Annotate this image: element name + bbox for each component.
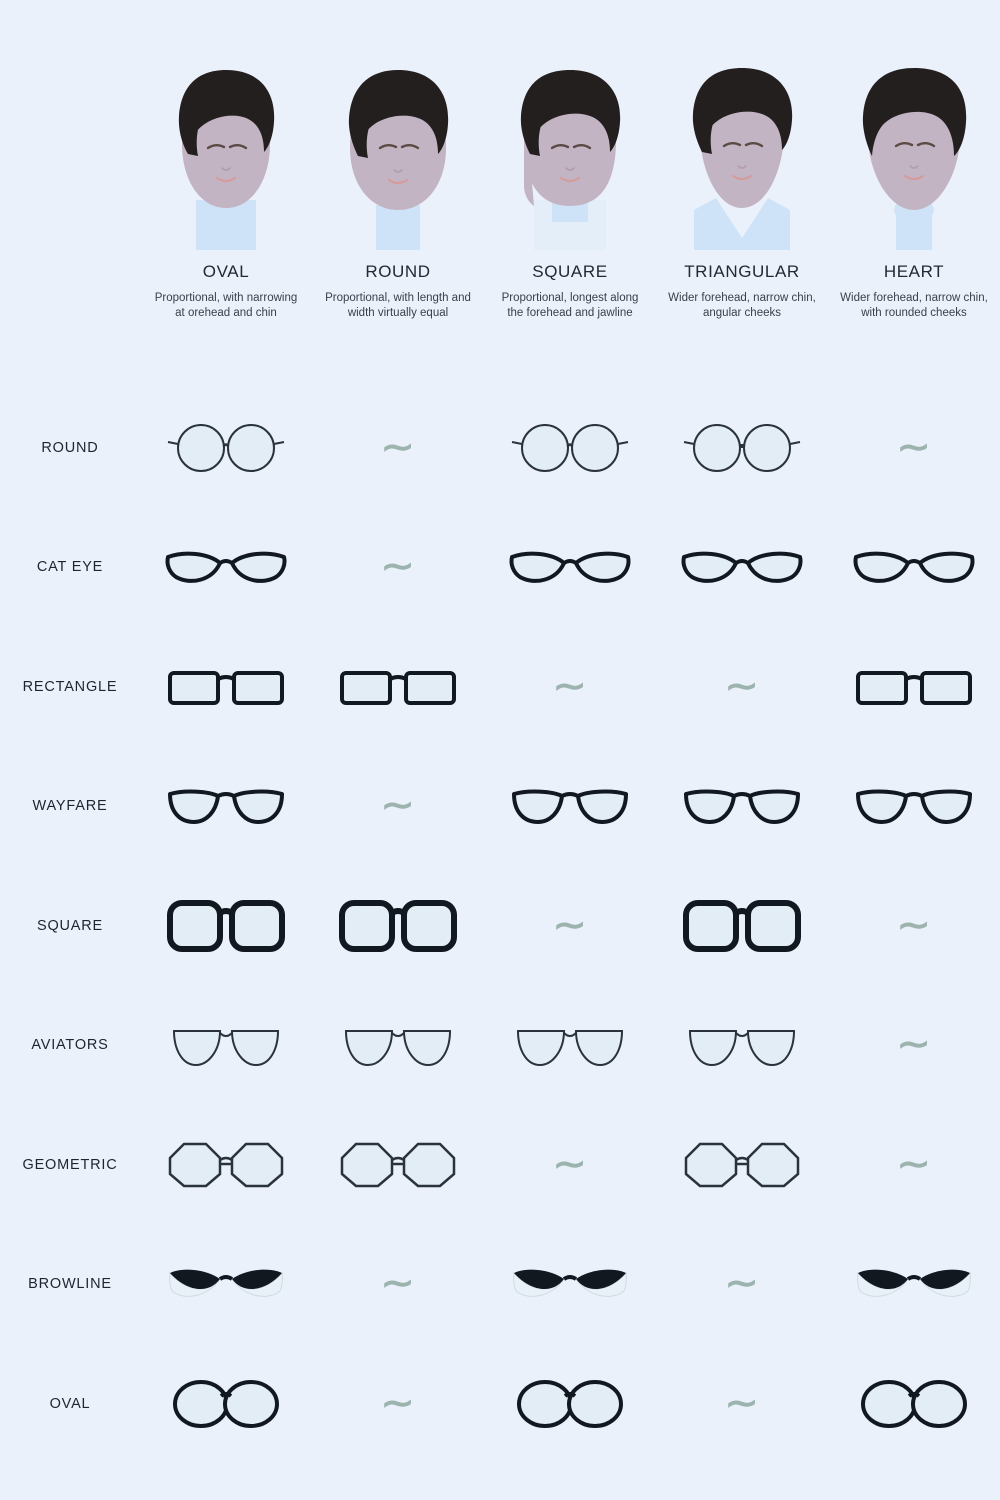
frame-rows (0, 388, 1000, 1464)
cell-round-square (484, 388, 656, 508)
frame-row-oval (0, 1344, 1000, 1464)
cell-wayfare-oval (140, 747, 312, 867)
cell-rectangle-triangular (656, 627, 828, 747)
frame-row-label-browline: BROWLINE (28, 1276, 112, 1293)
cell-oval-round (312, 1344, 484, 1464)
cell-aviators-round (312, 986, 484, 1106)
cell-cat-eye-heart (828, 508, 1000, 628)
face-label-round: ROUND (365, 262, 431, 281)
cell-square-triangular (656, 866, 828, 986)
cell-geometric-oval (140, 1105, 312, 1225)
no-match-icon: ∼ (897, 428, 931, 467)
frame-row-label-oval: OVAL (49, 1395, 91, 1412)
face-desc-round: Proportional, with length and width virtually equal (325, 292, 471, 319)
cell-browline-triangular (656, 1225, 828, 1345)
face-column-oval (140, 60, 312, 321)
no-match-icon: ∼ (553, 906, 587, 945)
face-desc-oval: Proportional, with narrowing at orehead and chin (154, 292, 298, 319)
cell-wayfare-round (312, 747, 484, 867)
cell-cat-eye-triangular (656, 508, 828, 628)
frame-row-label-square: SQUARE (36, 917, 104, 934)
face-column-heart (828, 60, 1000, 321)
cell-browline-square (484, 1225, 656, 1345)
no-match-icon: ∼ (725, 1264, 759, 1303)
cell-browline-heart (828, 1225, 1000, 1345)
cell-aviators-triangular (656, 986, 828, 1106)
cell-rectangle-oval (140, 627, 312, 747)
no-match-icon: ∼ (381, 786, 415, 825)
cell-geometric-heart (828, 1105, 1000, 1225)
no-match-icon: ∼ (897, 1145, 931, 1184)
face-illustration-triangular (672, 60, 812, 250)
cell-geometric-triangular (656, 1105, 828, 1225)
cell-round-heart (828, 388, 1000, 508)
no-match-icon: ∼ (725, 667, 759, 706)
frame-row-aviators (0, 986, 1000, 1106)
face-column-triangular (656, 60, 828, 321)
cell-cat-eye-square (484, 508, 656, 628)
face-shape-header (140, 60, 1000, 321)
no-match-icon: ∼ (381, 1384, 415, 1423)
no-match-icon: ∼ (897, 1025, 931, 1064)
face-illustration-oval (156, 60, 296, 250)
face-desc-heart: Wider forehead, narrow chin, with rounded cheeks (840, 292, 988, 319)
cell-square-heart (828, 866, 1000, 986)
cell-square-square (484, 866, 656, 986)
cell-oval-oval (140, 1344, 312, 1464)
cell-round-oval (140, 388, 312, 508)
frame-row-label-round: ROUND (41, 439, 99, 456)
cell-wayfare-triangular (656, 747, 828, 867)
cell-square-round (312, 866, 484, 986)
no-match-icon: ∼ (897, 906, 931, 945)
frame-row-label-aviators: AVIATORS (31, 1037, 109, 1054)
cell-square-oval (140, 866, 312, 986)
no-match-icon: ∼ (381, 1264, 415, 1303)
no-match-icon: ∼ (381, 428, 415, 467)
cell-oval-square (484, 1344, 656, 1464)
cell-oval-triangular (656, 1344, 828, 1464)
cell-geometric-square (484, 1105, 656, 1225)
cell-geometric-round (312, 1105, 484, 1225)
frame-row-round (0, 388, 1000, 508)
cell-rectangle-heart (828, 627, 1000, 747)
no-match-icon: ∼ (725, 1384, 759, 1423)
cell-round-round (312, 388, 484, 508)
cell-aviators-oval (140, 986, 312, 1106)
face-label-triangular: TRIANGULAR (684, 262, 800, 281)
cell-wayfare-square (484, 747, 656, 867)
face-illustration-heart (844, 60, 984, 250)
no-match-icon: ∼ (553, 1145, 587, 1184)
frame-row-square (0, 866, 1000, 986)
face-illustration-square (500, 60, 640, 250)
no-match-icon: ∼ (553, 667, 587, 706)
frame-row-browline (0, 1225, 1000, 1345)
cell-aviators-square (484, 986, 656, 1106)
cell-round-triangular (656, 388, 828, 508)
cell-cat-eye-oval (140, 508, 312, 628)
cell-browline-oval (140, 1225, 312, 1345)
frame-row-cat-eye (0, 508, 1000, 628)
cell-rectangle-round (312, 627, 484, 747)
no-match-icon: ∼ (381, 547, 415, 586)
face-column-square (484, 60, 656, 321)
face-desc-square: Proportional, longest along the forehead and jawline (501, 292, 639, 319)
cell-oval-heart (828, 1344, 1000, 1464)
face-illustration-round (328, 60, 468, 250)
face-label-heart: HEART (883, 262, 945, 281)
frame-row-geometric (0, 1105, 1000, 1225)
frame-row-label-geometric: GEOMETRIC (22, 1156, 118, 1173)
frame-row-label-rectangle: RECTANGLE (22, 678, 118, 695)
frame-row-label-cat-eye: CAT EYE (36, 559, 104, 576)
cell-cat-eye-round (312, 508, 484, 628)
frame-row-wayfare (0, 747, 1000, 867)
face-column-round (312, 60, 484, 321)
cell-browline-round (312, 1225, 484, 1345)
cell-aviators-heart (828, 986, 1000, 1106)
face-label-square: SQUARE (532, 262, 608, 281)
frame-row-rectangle (0, 627, 1000, 747)
frame-row-label-wayfare: WAYFARE (32, 798, 108, 815)
cell-wayfare-heart (828, 747, 1000, 867)
cell-rectangle-square (484, 627, 656, 747)
face-label-oval: OVAL (202, 262, 250, 281)
face-desc-triangular: Wider forehead, narrow chin, angular cheeks (668, 292, 816, 319)
